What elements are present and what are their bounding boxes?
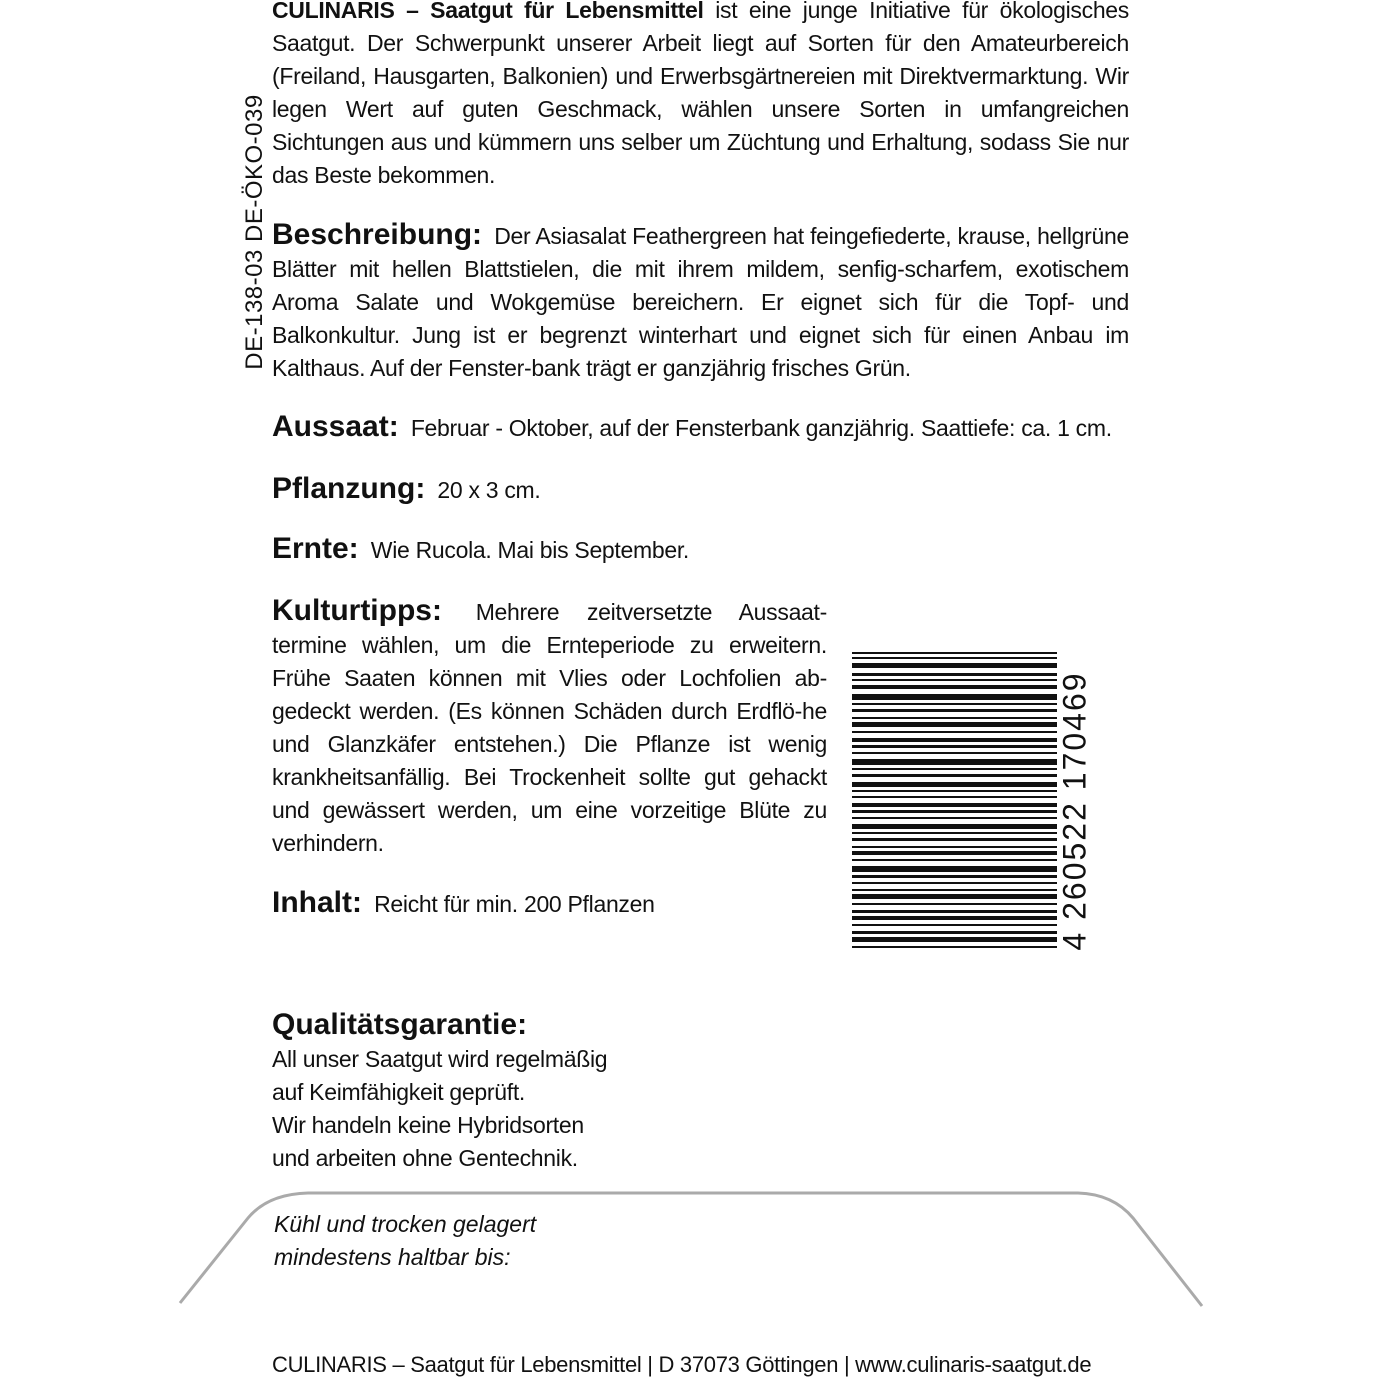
footer-address: CULINARIS – Saatgut für Lebensmittel | D 37073 Göttingen | www.culinaris-saatgut.de bbox=[272, 1352, 1092, 1377]
barcode-bar bbox=[852, 903, 1057, 905]
harvest-label: Ernte: bbox=[272, 532, 359, 565]
description-label: Beschreibung: bbox=[272, 218, 483, 251]
barcode-bar bbox=[852, 709, 1057, 712]
barcode-bar bbox=[852, 937, 1057, 942]
barcode-bar bbox=[852, 924, 1057, 926]
quality-line: Wir handeln keine Hybridsorten bbox=[272, 1112, 584, 1138]
quality-line: und arbeiten ohne Gentechnik. bbox=[272, 1145, 578, 1171]
sowing-text: Februar - Oktober, auf der Fensterbank ganzjährig. Saattiefe: ca. 1 cm. bbox=[410, 415, 1112, 441]
barcode-bar bbox=[852, 694, 1057, 700]
barcode-bar bbox=[852, 782, 1057, 787]
barcode-bar bbox=[852, 703, 1057, 705]
sowing-section bbox=[272, 410, 1142, 445]
barcode-bar bbox=[852, 752, 1057, 754]
barcode-bar bbox=[852, 910, 1057, 913]
intro-text: ist eine junge Initiative für ökologisches Saatgut. Der Schwerpunkt unserer Arbeit liegt auf Sorten für den Amateurbereich (Freiland, Hausgarten, Balkonien) und Erwerbsgärtnereien mit Direktvermarktung. Wir legen Wert auf guten Geschmack, wählen unsere Sorten in umfangreichen Sichtungen aus und kümmern uns selber um Züchtung und Erhaltung, sodass Sie nur das Beste bekommen. bbox=[272, 0, 1129, 188]
barcode-bar bbox=[852, 810, 1057, 813]
barcode-bar bbox=[852, 738, 1057, 742]
barcode-bar bbox=[852, 832, 1057, 834]
barcode-bar bbox=[852, 768, 1057, 770]
contents-label: Inhalt: bbox=[272, 886, 362, 919]
barcode-bar bbox=[852, 851, 1057, 855]
barcode-bar bbox=[852, 882, 1057, 884]
barcode-bar bbox=[852, 717, 1057, 719]
barcode-bar bbox=[852, 875, 1057, 878]
contents-text: Reicht für min. 200 Pflanzen bbox=[374, 891, 655, 917]
barcode-bar bbox=[852, 946, 1057, 948]
barcode bbox=[852, 652, 1057, 948]
harvest-text: Wie Rucola. Mai bis September. bbox=[370, 537, 690, 563]
barcode-bar bbox=[852, 894, 1057, 899]
planting-text: 20 x 3 cm. bbox=[437, 477, 541, 503]
planting-section bbox=[272, 472, 872, 507]
barcode-bar bbox=[852, 759, 1057, 765]
description-text: Der Asiasalat Feathergreen hat feingefiederte, krause, hellgrüne Blätter mit hellen Blattstielen, die mit ihrem mildem, senfig-scharfem, exotischem Aroma Salate und Wokgemüse bereichern. Er eignet sich für die Topf- und Balkonkultur. Jung ist er begrenzt winterhart und eignet sich für einen Anbau im Kalthaus. Auf der Fenster-bank trägt er ganzjährig frisches Grün. bbox=[272, 223, 1129, 381]
barcode-bar bbox=[852, 824, 1057, 829]
contents-section bbox=[272, 886, 832, 921]
brand-name: CULINARIS – Saatgut für Lebensmittel bbox=[272, 0, 704, 23]
barcode-bar bbox=[852, 731, 1057, 733]
barcode-bar bbox=[852, 663, 1057, 668]
storage-line: mindestens haltbar bis: bbox=[274, 1244, 511, 1270]
barcode-bar bbox=[852, 673, 1057, 676]
storage-note bbox=[274, 1208, 674, 1274]
barcode-bar bbox=[852, 931, 1057, 934]
barcode-bar bbox=[852, 790, 1057, 792]
quality-line: auf Keimfähigkeit geprüft. bbox=[272, 1079, 526, 1105]
barcode-bar bbox=[852, 889, 1057, 891]
growing-tips-text: Mehrere zeitversetzte Aussaat-termine wählen, um die Ernteperiode zu erweitern. Frühe Saaten können mit Vlies oder Lochfolien ab-gedeckt werden. (Es können Schäden durch Erdflö-he und Glanzkäfer entstehen.) Die Pflanze ist wenig krankheitsanfällig. Bei Trockenheit sollte gut gehackt und gewässert werden, um eine vorzeitige Blüte zu verhindern. bbox=[272, 599, 827, 856]
barcode-bar bbox=[852, 916, 1057, 920]
description-section bbox=[272, 218, 1129, 385]
certification-code bbox=[240, 92, 270, 372]
intro-paragraph bbox=[272, 0, 1129, 192]
barcode-bar bbox=[852, 657, 1057, 659]
barcode-bar bbox=[852, 796, 1057, 798]
harvest-section bbox=[272, 532, 872, 567]
quality-guarantee-label: Qualitätsgarantie: bbox=[272, 1008, 528, 1041]
storage-line: Kühl und trocken gelagert bbox=[274, 1211, 537, 1237]
barcode-number bbox=[1058, 655, 1092, 967]
quality-line: All unser Saatgut wird regelmäßig bbox=[272, 1046, 608, 1072]
planting-label: Pflanzung: bbox=[272, 472, 426, 505]
barcode-bar bbox=[852, 846, 1057, 848]
barcode-bar bbox=[852, 859, 1057, 861]
barcode-bar bbox=[852, 838, 1057, 841]
sowing-label: Aussaat: bbox=[272, 410, 399, 443]
barcode-bar bbox=[852, 817, 1057, 819]
barcode-bar bbox=[852, 803, 1057, 807]
growing-tips-section bbox=[272, 594, 827, 860]
barcode-bar bbox=[852, 745, 1057, 748]
barcode-number-text: 4 260522 170469 bbox=[1056, 671, 1093, 951]
barcode-bar bbox=[852, 679, 1057, 681]
barcode-bar bbox=[852, 774, 1057, 777]
certification-code-text: DE-138-03 DE-ÖKO-039 bbox=[241, 94, 268, 370]
quality-guarantee-section bbox=[272, 1008, 692, 1175]
barcode-bar bbox=[852, 722, 1057, 727]
growing-tips-label: Kulturtipps: bbox=[272, 594, 442, 627]
barcode-bar bbox=[852, 685, 1057, 689]
barcode-bar bbox=[852, 652, 1057, 654]
barcode-bar bbox=[852, 866, 1057, 872]
